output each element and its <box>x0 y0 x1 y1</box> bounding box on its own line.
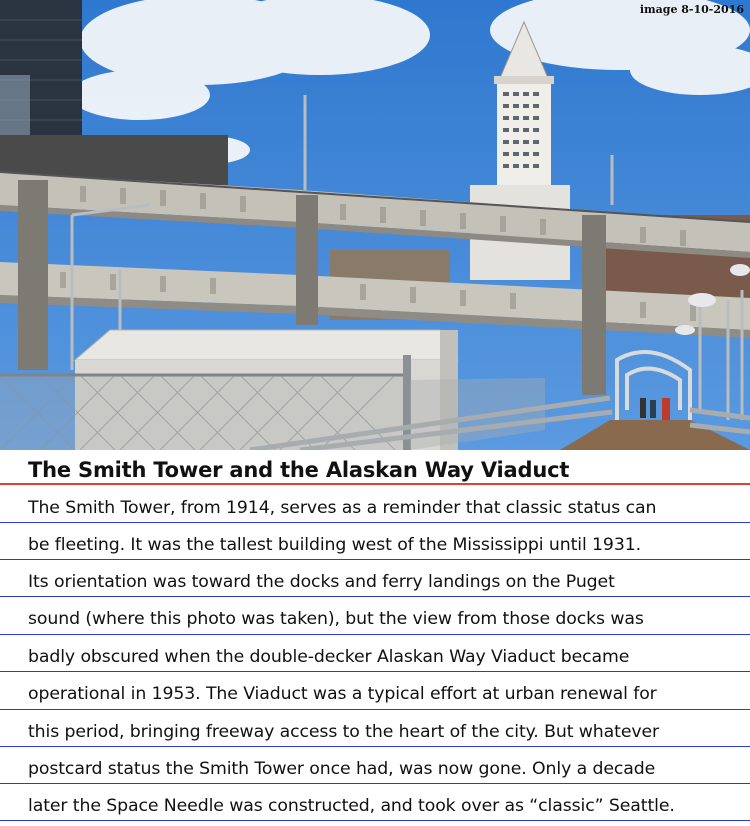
ruled-line <box>0 634 750 635</box>
article-line: The Smith Tower, from 1914, serves as a reminder that classic status can <box>28 498 657 518</box>
ruled-line <box>0 596 750 597</box>
ruled-line <box>0 746 750 747</box>
article-line: this period, bringing freeway access to the heart of the city. But whatever <box>28 722 660 742</box>
article-line: sound (where this photo was taken), but the view from those docks was <box>28 609 644 629</box>
article-line: badly obscured when the double-decker Alaskan Way Viaduct became <box>28 647 630 667</box>
article-panel <box>0 450 750 826</box>
article-line: later the Space Needle was constructed, and took over as “classic” Seattle. <box>28 796 675 816</box>
article-line: Its orientation was toward the docks and ferry landings on the Puget <box>28 572 615 592</box>
ruled-line <box>0 522 750 523</box>
pedestrians <box>640 398 670 420</box>
article-line: operational in 1953. The Viaduct was a typical effort at urban renewal for <box>28 684 657 704</box>
image-date-stamp: image 8-10-2016 <box>639 3 744 16</box>
title-margin-line <box>0 483 750 485</box>
ruled-line <box>0 820 750 821</box>
ruled-line <box>0 559 750 560</box>
article-line: be fleeting. It was the tallest building west of the Mississippi until 1931. <box>28 535 642 555</box>
article-line: postcard status the Smith Tower once had, was now gone. Only a decade <box>28 759 656 779</box>
ruled-line <box>0 709 750 710</box>
article-title: The Smith Tower and the Alaskan Way Viaduct <box>28 458 570 482</box>
ruled-line <box>0 783 750 784</box>
ruled-line <box>0 671 750 672</box>
